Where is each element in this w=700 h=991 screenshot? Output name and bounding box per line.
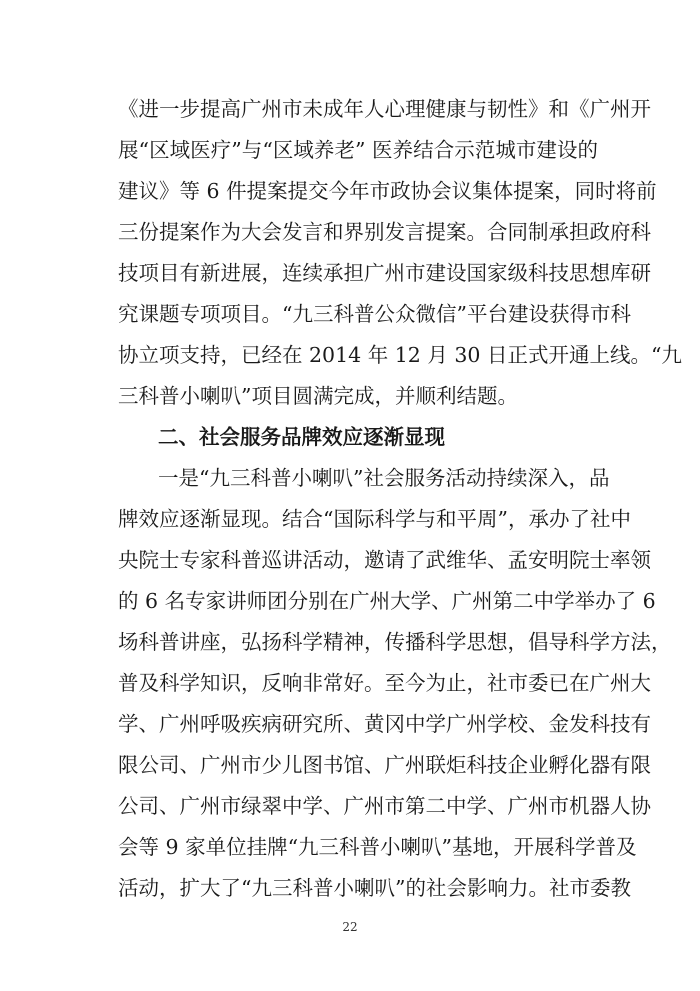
body-text-line: 技项目有新进展，连续承担广州市建设国家级科技思想库研 [118,261,651,285]
page-number: 22 [342,920,358,934]
body-text-line: 三科普小喇叭”项目圆满完成，并顺利结题。 [118,384,518,408]
paragraph-first-line: 一是“九三科普小喇叭”社会服务活动持续深入，品 [158,466,610,490]
body-text-line: 协立项支持，已经在 2014 年 12 月 30 日正式开通上线。“九 [118,343,682,367]
body-text-line: 场科普讲座，弘扬科学精神，传播科学思想，倡导科学方法， [118,630,672,654]
body-text-line: 公司、广州市绿翠中学、广州市第二中学、广州市机器人协 [118,794,651,818]
body-text-line: 《进一步提高广州市未成年人心理健康与韧性》和《广州开 [118,97,651,121]
body-text-line: 展“区域医疗”与“区域养老” 医养结合示范城市建设的 [118,138,598,162]
body-text-line: 建议》等 6 件提案提交今年市政协会议集体提案，同时将前 [118,179,657,203]
body-text-line: 学、广州呼吸疾病研究所、黄冈中学广州学校、金发科技有 [118,712,651,736]
body-text-line: 究课题专项项目。“九三科普公众微信”平台建设获得市科 [118,302,631,326]
body-text-line: 央院士专家科普巡讲活动，邀请了武维华、孟安明院士率领 [118,548,651,572]
body-text-line: 会等 9 家单位挂牌“九三科普小喇叭”基地，开展科学普及 [118,835,637,859]
body-text-line: 普及科学知识，反响非常好。至今为止，社市委已在广州大 [118,671,651,695]
body-text-line: 三份提案作为大会发言和界别发言提案。合同制承担政府科 [118,220,651,244]
body-text-line: 限公司、广州市少儿图书馆、广州联炬科技企业孵化器有限 [118,753,651,777]
body-text-line: 的 6 名专家讲师团分别在广州大学、广州第二中学举办了 6 [118,589,656,613]
body-text-line: 牌效应逐渐显现。结合“国际科学与和平周”，承办了社中 [118,507,631,531]
section-heading: 二、社会服务品牌效应逐渐显现 [158,425,445,449]
body-text-line: 活动，扩大了“九三科普小喇叭”的社会影响力。社市委教 [118,876,631,900]
